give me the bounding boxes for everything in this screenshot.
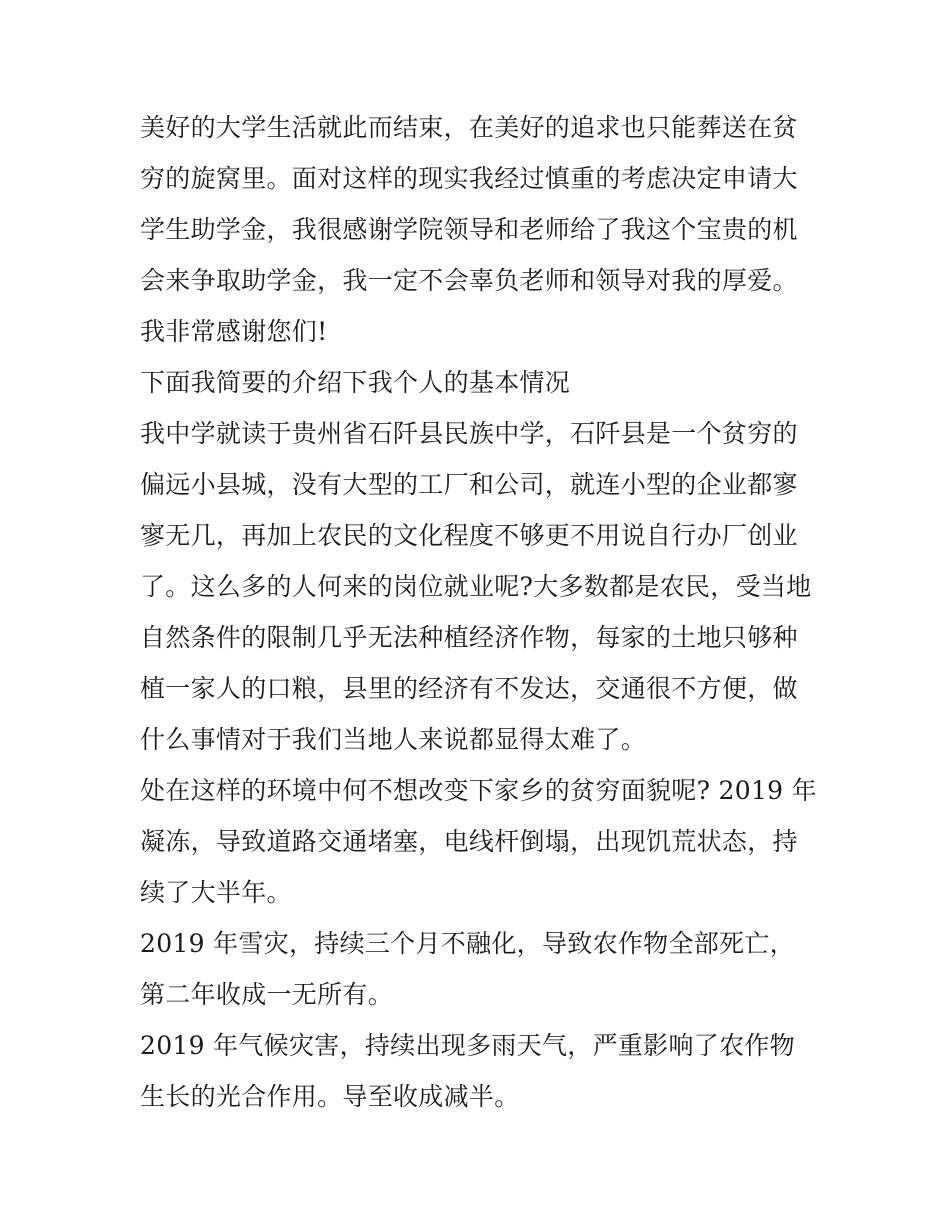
document-body [140, 102, 820, 1122]
paragraph-freeze-disaster: 处在这样的环境中何不想改变下家乡的贫穷面貌呢? 2019 年凝冻，导致道路交通堵塞，电线杆倒塌，出现饥荒状态，持续了大半年。 [140, 776, 817, 907]
paragraph-heading-basic-info: 下面我简要的介绍下我个人的基本情况 [140, 368, 571, 397]
paragraph-hometown: 我中学就读于贵州省石阡县民族中学，石阡县是一个贫穷的偏远小县城，没有大型的工厂和公司，就连小型的企业都寥寥无几，再加上农民的文化程度不够更不用说自行办厂创业了。这么多的人何来的岗位就业呢?大多数都是农民，受当地自然条件的限制几乎无法种植经济作物，每家的土地只够种植一家人的口粮，县里的经济有不发达，交通很不方便，做什么事情对于我们当地人来说都显得太难了。 [140, 419, 812, 754]
paragraph-climate-disaster: 2019 年气候灾害，持续出现多雨天气，严重影响了农作物生长的光合作用。导至收成减半。 [140, 1031, 795, 1111]
paragraph-snow-disaster: 2019 年雪灾，持续三个月不融化，导致农作物全部死亡，第二年收成一无所有。 [140, 929, 795, 1009]
paragraph-intro: 美好的大学生活就此而结束，在美好的追求也只能葬送在贫穷的旋窝里。面对这样的现实我经过慎重的考虑决定申请大学生助学金，我很感谢学院领导和老师给了我这个宝贵的机会来争取助学金，我一定不会辜负老师和领导对我的厚爱。我非常感谢您们! [140, 113, 798, 346]
